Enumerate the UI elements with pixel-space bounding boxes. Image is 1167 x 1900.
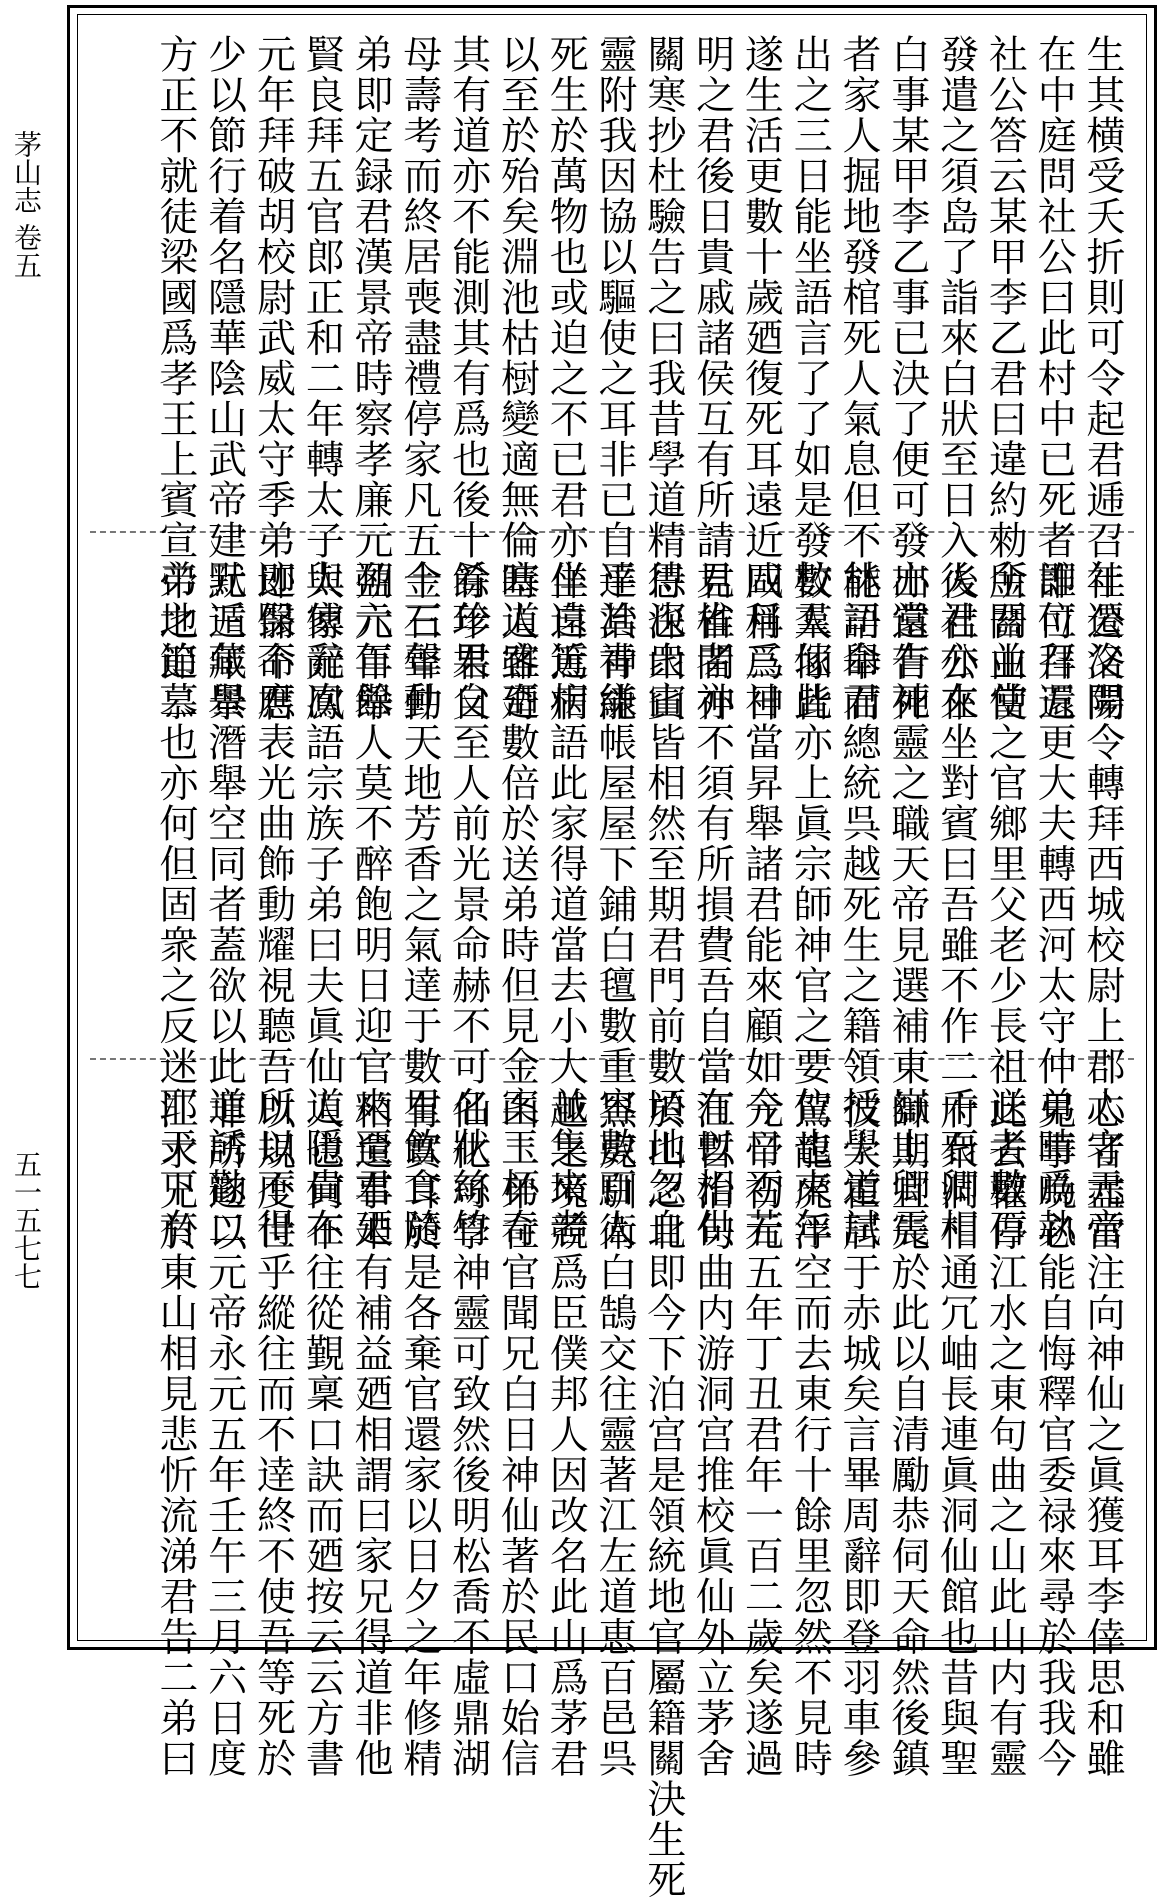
- text-column: 有實耳於是各棄官還家以日夕之年修精: [396, 1090, 442, 1779]
- text-column: 發遣之須𡷊了詣來白狀至日入後社公來: [933, 34, 979, 723]
- margin-page-number: 五一五七七: [10, 1150, 43, 1290]
- text-column: 死生於萬物也或迫之不已君亦佯自篤病: [543, 34, 589, 723]
- text-column: 粕遺事未有補益廼相謂曰家兄得道非他: [348, 1090, 394, 1779]
- text-column: 塞道客廼數倍於送弟時但見金案玉杯奇: [494, 560, 540, 1249]
- text-column: 賢良拜五官郎正和二年轉太子太傅元鳳: [299, 34, 345, 723]
- text-column: 亦當有神靈之職天帝見選補東嶽上卿震: [884, 560, 930, 1249]
- margin-book-title: 茅山志 卷五: [10, 130, 43, 279]
- text-column: 方正不就徒梁國爲孝王上賓宣帝地節二: [152, 34, 198, 723]
- text-column: 遂生活更數十歲廼復死耳遠近咸稱爲神: [738, 34, 784, 723]
- text-column: 府衆洞相通冗岫長連眞洞仙館也昔與聖: [933, 1090, 979, 1779]
- text-column: 山二弟在官聞兄白日神仙著於民口始信: [494, 1090, 540, 1779]
- text-column: 以規度世乎縱往而不逹終不使吾等死於: [250, 1090, 296, 1779]
- text-column: 默遁藏景潛舉空同者蓋欲以此道誘勸二: [201, 560, 247, 1249]
- text-column: 盈六百餘人莫不醉飽明日迎官來至君廼: [348, 560, 394, 1249]
- text-column: 於山之北即今下泊宫是領統地官屬籍關決生死: [640, 1090, 686, 1900]
- text-column: 人也何不往從覲稟口訣而廼按云云方書: [299, 1090, 345, 1779]
- text-column: 金吾並當之官鄉里父老少長祖送者數百: [982, 560, 1028, 1249]
- text-column: 母壽考而終居喪盡禮停家凡五十三年仲: [396, 34, 442, 723]
- text-column: 校羣仙此亦上眞宗師神官之要位也來年: [787, 560, 833, 1249]
- text-column: 平治青縑帳屋屋下鋪白氊數重容數百人: [592, 560, 638, 1249]
- text-column: 靈附我因協以驅使之耳非已自達其神能: [592, 34, 638, 723]
- text-column: 見事晩必能自悔釋官委禄來尋於我我今: [1031, 1090, 1077, 1779]
- text-column: 待也衆賓皆相然至期君門前數頃地忽自: [640, 560, 686, 1249]
- page-frame: [67, 5, 1157, 1900]
- text-column: 弟之追慕也亦何但固衆之反迷耶天下有: [152, 560, 198, 1249]
- text-column: 黒虎馴衛白鵠交往靈著江左道恵百邑呉: [592, 1090, 638, 1779]
- text-column: 肴珍果自至人前光景命赫不可名狀絲竹: [445, 560, 491, 1249]
- text-column: 師期宜先於此以自清勵恭伺天命然後鎮: [884, 1090, 930, 1779]
- text-column: 少以節行着名隱華陰山武帝建元三年舉: [201, 34, 247, 723]
- text-column: 駕龍虎浮空而去東行十餘里忽然不見時: [787, 1090, 833, 1779]
- text-column: 者家人掘地發棺死人氣息但不能語舉而: [836, 34, 882, 723]
- text-column: 江求兄於東山相見悲忻流涕君告二弟曰: [152, 1090, 198, 1779]
- text-column: 其有道亦不能測其有爲也後十餘年君父: [445, 34, 491, 723]
- text-column: 仙化可學神靈可致然後明松喬不虛鼎湖: [445, 1090, 491, 1779]
- text-column: 非所遂以元帝永元五年壬午三月六日度: [201, 1090, 247, 1779]
- text-column: 出之三日能坐語言了了如是發數人塚皆: [787, 34, 833, 723]
- text-column: 坐遠近相語此家得道當去小大並集來者: [543, 560, 589, 1249]
- text-column: 社公答云某甲李乙君曰違約勑所關由使: [982, 34, 1028, 723]
- text-column: 元帝初元五年丁丑君年一百二歲矣遂過: [738, 1090, 784, 1779]
- text-column: 金石聲動天地芳香之氣達于數里飲食隨: [396, 560, 442, 1249]
- text-column: 人君亦在坐對賓曰吾雖不作二千石卿相: [933, 560, 979, 1249]
- text-column: 與家辭次語宗族子弟曰夫眞仙道隱貴在: [299, 560, 345, 1249]
- text-column: 以至於殆矣淵池枯𣗳變適無倫時人雖奇: [494, 34, 540, 723]
- text-column: 林司命君總統呉越死生之籍領授學道試: [836, 560, 882, 1249]
- text-column: 即位拜五更大夫轉西河太守仲弟時爲執: [1031, 560, 1077, 1249]
- text-column: 在中庭問社公曰此村中已死者誰可召還: [1031, 34, 1077, 723]
- text-column: 白事某甲李乙事已決了便可發出還告死: [884, 34, 930, 723]
- text-column: 關寒抄杜驗告之曰我昔學道精思深山山: [640, 34, 686, 723]
- text-column: 明之君後日貴戚諸侯互有所請君椎閉神: [689, 34, 735, 723]
- text-column: 弟即定録君漢景帝時察孝廉元朔元年舉: [348, 34, 394, 723]
- text-column: 越之境競爲臣僕邦人因改名此山爲茅君: [543, 1090, 589, 1779]
- text-column: 彼大霍居于赤城矣言畢周辭即登羽車參: [836, 1090, 882, 1779]
- text-column: 元年拜破胡校尉武威太守季弟即保命君: [250, 34, 296, 723]
- text-column: 年遷洛陽令轉拜西城校尉上郡太守元帝: [1080, 560, 1125, 1249]
- text-column: 江暫治句曲内游洞宫推校眞仙外立茅舍: [689, 1090, 735, 1779]
- text-column: 見省者亦不須有所損費吾自當有以相供: [689, 560, 735, 1249]
- text-column: 迹翳不應表光曲飾動耀視聽吾所以不得: [250, 560, 296, 1249]
- text-register-3: [150, 1090, 1126, 1900]
- text-column: 心者盡當注向神仙之眞獲耳李倖思和雖: [1080, 1090, 1125, 1779]
- text-column: 四月三日當昇舉諸君能來顧如今日否若: [738, 560, 784, 1249]
- text-column: 生其横受夭折則可令起君逓召社公父開: [1080, 34, 1125, 723]
- text-column: 此去權停江水之東句曲之山此山内有靈: [982, 1090, 1028, 1779]
